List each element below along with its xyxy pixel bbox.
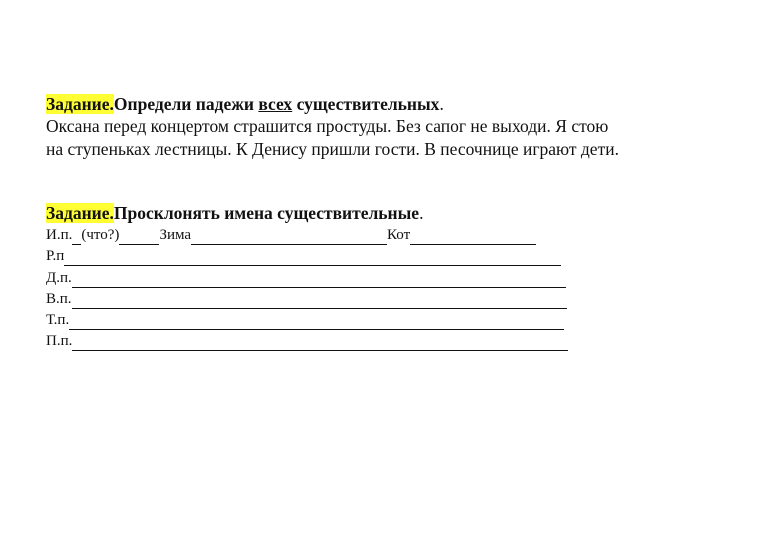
task-2-label: Задание. bbox=[46, 203, 114, 223]
case-label: П.п. bbox=[46, 333, 73, 349]
task-1-title-post: существительных bbox=[292, 94, 440, 114]
blank-line bbox=[72, 272, 566, 288]
blank-line bbox=[119, 229, 159, 245]
case-row-genitive bbox=[46, 247, 561, 266]
case-row-nominative bbox=[46, 226, 536, 245]
task-2-title bbox=[46, 202, 423, 224]
blank-line bbox=[69, 314, 564, 330]
task-2 bbox=[46, 202, 423, 224]
task-1-title-underlined: всех bbox=[258, 94, 293, 114]
word-kot: Кот bbox=[387, 227, 411, 243]
task-2-title-text: Просклонять имена существительные bbox=[113, 203, 420, 223]
task-1-label: Задание. bbox=[46, 94, 114, 114]
blank-line bbox=[64, 250, 561, 266]
case-label: Р.п bbox=[46, 248, 65, 264]
word-zima: Зима bbox=[159, 227, 192, 243]
task-1 bbox=[46, 93, 619, 161]
blank-line bbox=[72, 293, 567, 309]
case-row-prepositional bbox=[46, 332, 568, 351]
blank-line bbox=[72, 335, 568, 351]
case-label: И.п. bbox=[46, 227, 73, 243]
case-label: Д.п. bbox=[46, 270, 72, 286]
task-2-title-end: . bbox=[419, 203, 424, 223]
case-row-instrumental bbox=[46, 311, 564, 330]
task-1-text-line-2: на ступеньках лестницы. К Денису пришли гости. В песочнице играют дети. bbox=[46, 139, 619, 159]
blank-line bbox=[191, 229, 387, 245]
case-row-dative bbox=[46, 269, 566, 288]
case-label: Т.п. bbox=[46, 312, 70, 328]
task-1-title-pre: Определи падежи bbox=[113, 94, 259, 114]
task-1-title bbox=[46, 93, 619, 115]
case-row-accusative bbox=[46, 290, 567, 309]
case-question: (что?) bbox=[81, 227, 120, 243]
case-label: В.п. bbox=[46, 291, 72, 307]
task-1-text-line-1: Оксана перед концертом страшится простуды. Без сапог не выходи. Я стою bbox=[46, 116, 609, 136]
task-1-title-end: . bbox=[439, 94, 444, 114]
blank-line bbox=[410, 229, 536, 245]
blank-line bbox=[72, 229, 81, 245]
